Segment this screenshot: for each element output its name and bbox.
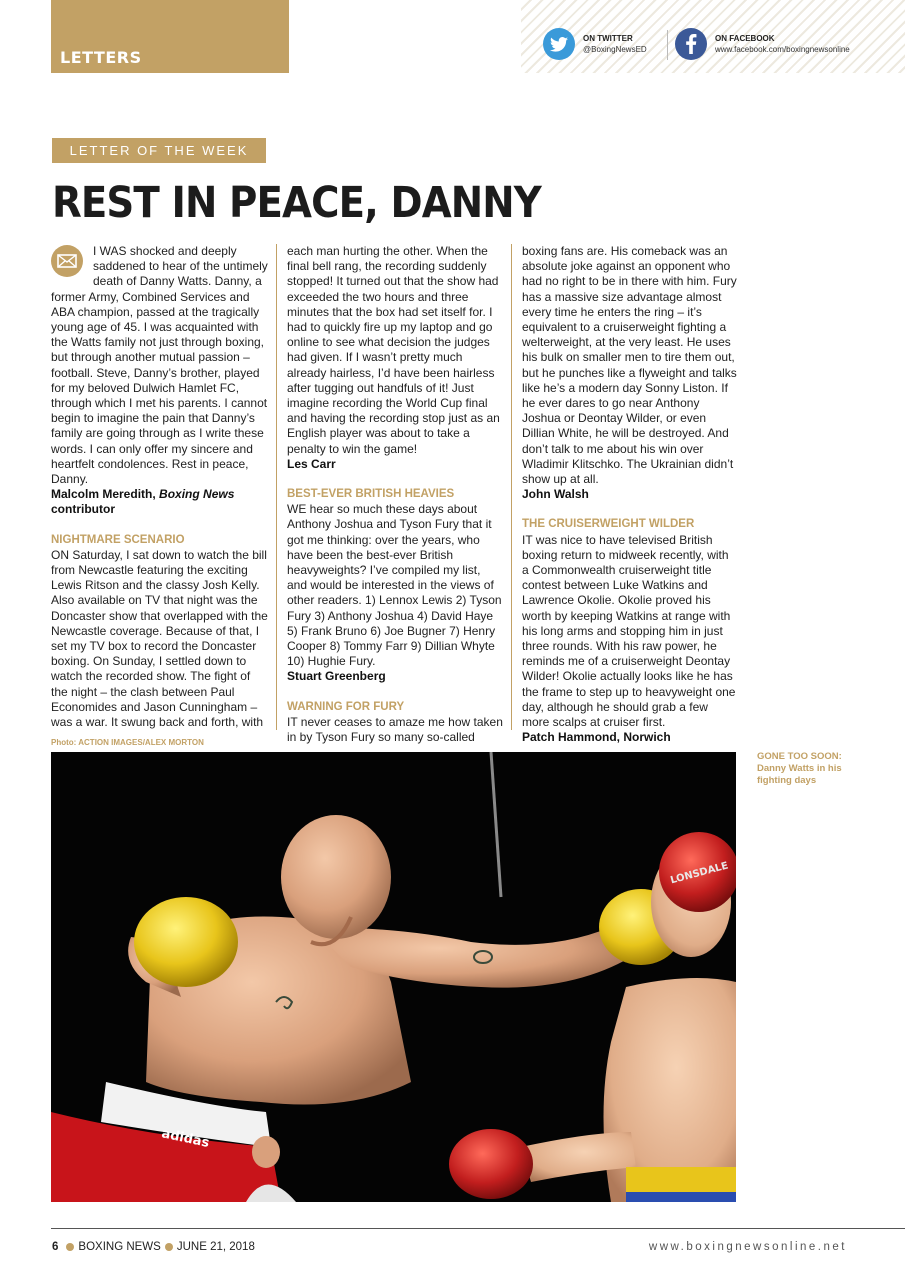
facebook-link[interactable] [675,28,850,60]
twitter-handle: @BoxingNewsED [583,45,647,54]
footer-folio [52,1241,255,1253]
facebook-f-icon [675,28,707,60]
letter-body: IT never ceases to amaze me how taken in by Tyson Fury so many so-called [287,714,503,745]
letter-signature: Patch Hammond, Norwich [522,730,671,745]
letter-body: I WAS shocked and deeply saddened to hear of the untimely death of Danny Watts. Danny, a former Army, Combined Services and ABA champion, passed at the tragically young age of 45. I was acquainted with the Watts family not just through boxing, but through another mutual passion – football. Steve, Danny’s brother, played for my beloved Dulwich Hamlet FC, through which I met his parents. I cannot begin to imagine the pain that Danny’s family are going through as I write these words. I can only offer my sincere and heartfelt condolences. Rest in peace, Danny. [51,244,268,487]
letter-signature: Les Carr [287,456,336,471]
column-rule [276,244,277,730]
column-2 [287,244,503,745]
signature-role: contributor [51,502,115,517]
website-url[interactable]: www.boxingnewsonline.net [648,1241,847,1253]
glove-brand: LONSDALE [669,860,730,887]
letter-body: ON Saturday, I sat down to watch the bill from Newcastle featuring the exciting Lewis Ritson and the classy Josh Kelly. Also available on TV that night was the Doncaster show that overlapped with the Newcastle coverage. Because of that, I set my TV box to record the Doncaster boxing. On Sunday, I settled down to watch the recorded show. The fight of the night – the clash between Paul Economides and Jason Cunningham – was a war. It swung back and forth, with [51,547,268,730]
issue-date: JUNE 21, 2018 [176,1241,255,1253]
letter-of-the-week-kicker: LETTER OF THE WEEK [52,138,266,163]
boxing-photo-illustration [51,752,736,1202]
envelope-icon [51,245,83,277]
caption-body: Danny Watts in his fighting days [757,763,842,786]
section-tab [51,0,289,73]
bullet-dot-icon [66,1243,74,1251]
social-bar [521,0,905,73]
facebook-url: www.facebook.com/boxingnewsonline [715,45,850,54]
letter-signature: Stuart Greenberg [287,669,386,684]
column-1 [51,244,269,730]
letter-signature: John Walsh [522,487,589,502]
letter-title: BEST-EVER BRITISH HEAVIES [287,488,455,501]
caption-head: GONE TOO SOON: [757,751,842,762]
photo-credit: Photo: ACTION IMAGES/ALEX MORTON [51,738,204,747]
letter-title: NIGHTMARE SCENARIO [51,533,185,546]
letter-body: boxing fans are. His comeback was an absolute joke against an opponent who had no right to be in there with him. Fury has a massive size advantage almost every time he enters the ring – it’s equivalent to a cruiserweight fighting a welterweight, at the very least. He uses his bulk on smaller men to tire them out, but he punches like a flyweight and talks like he’s a modern day Sonny Liston. If he ever dares to go near Anthony Joshua or Deontay Wilder, or even Dillian White, he will be destroyed. And don’t talk to me about his win over Wladimir Klitschko. The Ukrainian didn’t show up at all. [522,244,737,487]
letter-title: WARNING FOR FURY [287,700,405,713]
letter-body: each man hurting the other. When the final bell rang, the recording suddenly stopped! It turned out that the show had exceeded the two hours and three minutes that the box had set itself for. I had to quickly fire up my laptop and go online to see what decision the judges had given. If I wasn’t pretty much already hairless, I’d have been hairless after tugging out handfuls of it! Just imagine recording the World Cup final and having the recording stop just as an English player was about to take a penalty to win the game! [287,244,500,456]
bullet-dot-icon [165,1243,173,1251]
headline: REST IN PEACE, DANNY [52,178,541,228]
page-number: 6 [52,1241,59,1253]
column-rule [511,244,512,730]
footer-rule [51,1228,905,1229]
photo-caption [757,751,867,787]
twitter-bird-icon [543,28,575,60]
signature-name: Malcolm Meredith, [51,487,160,502]
boxing-photo [51,752,736,1202]
trunks-brand: adidas [160,1126,211,1151]
social-divider [667,30,668,60]
twitter-label: ON TWITTER [583,34,633,43]
letter-signature [51,487,269,517]
letter-body: WE hear so much these days about Anthony Joshua and Tyson Fury that it got me thinking: over the years, who have been the best-ever British heavyweights? I’ve compiled my list, and would be interested in the views of other readers. 1) Lennox Lewis 2) Tyson Fury 3) Anthony Joshua 4) David Haye 5) Frank Bruno 6) Joe Bugner 7) Henry Cooper 8) Tommy Farr 9) Dillian Whyte 10) Hughie Fury. [287,502,502,669]
letter-title: THE CRUISERWEIGHT WILDER [522,518,695,531]
column-3 [522,244,738,746]
publication-name: BOXING NEWS [78,1241,161,1253]
facebook-label: ON FACEBOOK [715,34,775,43]
section-label: LETTERS [60,48,142,67]
letter-body: IT was nice to have televised British boxing return to midweek recently, with a Commonwealth cruiserweight title contest between Luke Watkins and Lawrence Okolie. Okolie proved his worth by keeping Watkins at range with his long arms and stopping him in just three rounds. With his raw power, he reminds me of a cruiserweight Deontay Wilder! Okolie actually looks like he has the frame to step up to heavyweight one day, although he should grab a few more scalps at cruiser first. [522,532,736,730]
signature-publication: Boxing News [159,487,235,502]
twitter-link[interactable] [543,28,647,60]
